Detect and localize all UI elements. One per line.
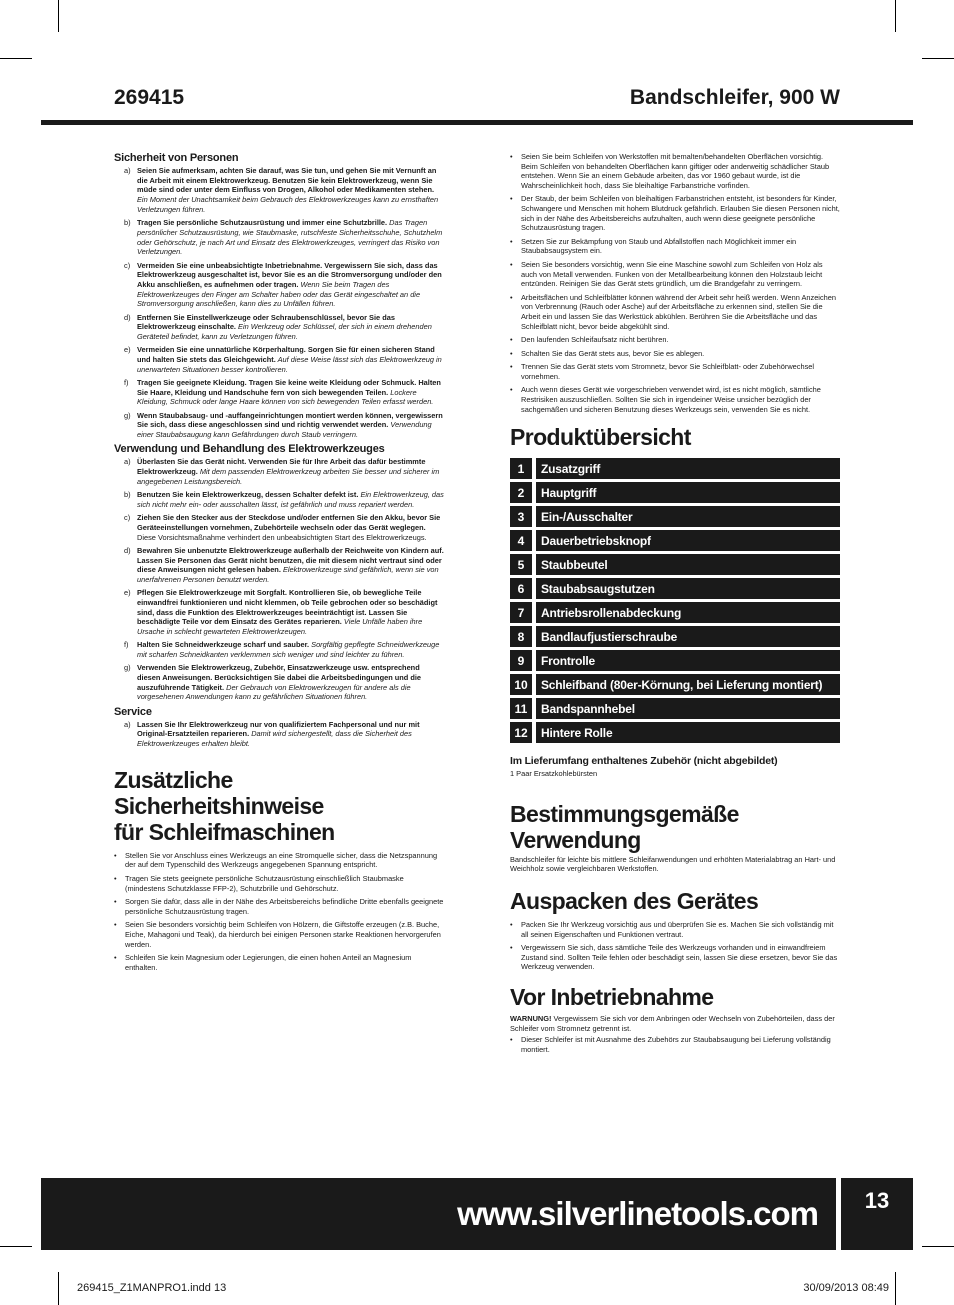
part-number: 8: [510, 626, 532, 647]
crop-mark: [922, 58, 954, 59]
commissioning-warning: [510, 1014, 840, 1033]
grinding-heading: [114, 767, 444, 845]
item-letter: a): [124, 166, 131, 175]
service-list: [114, 720, 444, 749]
part-label: Frontrolle: [536, 650, 840, 671]
part-label: Bandlaufjustierschraube: [536, 626, 840, 647]
item-bold-text: Tragen Sie persönliche Schutzausrüstung und immer eine Schutzbrille.: [137, 218, 388, 228]
item-bold-text: Überlasten Sie das Gerät nicht. Verwenden Sie für Ihre Arbeit das dafür bestimmte Elektrowerkzeug.: [137, 457, 426, 477]
bullet-item: • Schalten Sie das Gerät stets aus, bevor Sie es ablegen.: [510, 349, 840, 359]
part-row: [510, 722, 840, 743]
part-label: Dauerbetriebsknopf: [536, 530, 840, 551]
item-letter: f): [124, 640, 129, 650]
part-row: [510, 698, 840, 719]
grinding-heading-line2: für Schleifmaschinen: [114, 818, 335, 845]
part-label: Staubbeutel: [536, 554, 840, 575]
item-bold-text: Tragen Sie geeignete Kleidung. Tragen Sie keine weite Kleidung oder Schmuck. Halten Sie Haare, Kleidung und Handschuhe fern von sich bewegenden Teilen.: [137, 378, 441, 397]
commissioning-heading: Vor Inbetriebnahme: [510, 984, 714, 1010]
product-code: 269415: [114, 86, 185, 109]
part-label: Schleifband (80er-Körnung, bei Lieferung montiert): [536, 674, 840, 695]
item-bold-text: Entfernen Sie Einstellwerkzeuge oder Schraubenschlüssel, bevor Sie das Elektrowerkzeug einschalte.: [137, 312, 395, 332]
accessories-text: 1 Paar Ersatzkohlebürsten: [510, 769, 598, 779]
crop-mark: [58, 1272, 59, 1305]
warning-label: WARNUNG!: [510, 1014, 552, 1023]
bullet-item: • Setzen Sie zur Bekämpfung von Staub und Abfallstoffen nach Möglichkeit immer ein Staubabsaugsystem ein.: [510, 237, 840, 256]
crop-mark: [58, 0, 59, 32]
part-number: 7: [510, 602, 532, 623]
part-label: Bandspannhebel: [536, 698, 840, 719]
item-italic-text: Ein Werkzeug oder Schlüssel, der sich in einem drehenden Geräteteil befindet, kann zu Verletzungen führen.: [137, 322, 432, 342]
item-bold-text: Verwenden Sie Elektrowerkzeug, Zubehör, Einsatzwerkzeuge usw. entsprechend diesen Anweisungen. Berücksichtigen Sie dabei die Arbeitsbedingungen und die auszuführende Tätigkeit.: [137, 663, 422, 692]
item-italic-text: Auf diese Weise lässt sich das Elektrowerkzeug in unerwarteten Situationen besser kontrollieren.: [137, 355, 442, 374]
part-label: Staubabsaugstutzen: [536, 578, 840, 599]
part-label: Hintere Rolle: [536, 722, 840, 743]
section-title-tool-use: Verwendung und Behandlung des Elektrowerkzeuges: [114, 443, 385, 456]
product-title: Bandschleifer, 900 W: [629, 86, 840, 109]
website-link[interactable]: www.silverlinetools.com: [457, 1195, 818, 1232]
list-item: [114, 720, 444, 749]
list-item: [114, 166, 444, 215]
left-column: [114, 152, 444, 976]
item-bold-text: Halten Sie Schneidwerkzeuge scharf und sauber.: [137, 640, 310, 650]
section-title-service: Service: [114, 705, 152, 718]
item-letter: d): [124, 545, 131, 555]
item-plain-text: Diese Vorsichtsmaßnahme verhindert den unbeabsichtigten Start des Elektrowerkzeugs.: [137, 532, 427, 542]
item-italic-text: Wenn Sie beim Tragen des Elektrowerkzeuges den Finger am Schalter haben oder das Gerät eingeschaltet an die Stromversorgung anschließen, kann dies zu Unfällen führen.: [137, 279, 421, 309]
list-item: [114, 457, 444, 486]
part-number: 10: [510, 674, 532, 695]
bullet-item: • Den laufenden Schleifaufsatz nicht berühren.: [510, 335, 840, 345]
item-letter: c): [124, 513, 131, 523]
bullet-item: • Trennen Sie das Gerät stets vom Stromnetz, bevor Sie Schleifblatt- oder Zubehörwechsel vornehmen.: [510, 362, 840, 381]
list-item: [114, 663, 444, 702]
item-italic-text: Elektrowerkzeuge sind gefährlich, wenn sie von unerfahrenen Personen benutzt werden.: [137, 565, 439, 584]
item-letter: g): [124, 410, 131, 420]
list-item: [114, 345, 444, 374]
item-italic-text: Sorgfältig gepflegte Schneidwerkzeuge mit scharfen Schneidkanten verklemmen sich weniger und sind leichter zu führen.: [137, 640, 440, 660]
item-bold-text: Vermeiden Sie eine unnatürliche Körperhaltung. Sorgen Sie für einen sicheren Stand und halten Sie stets das Gleichgewicht.: [137, 345, 435, 365]
item-italic-text: Der Gebrauch von Elektrowerkzeugen für andere als die vorgesehenen Anwendungen kann zu gefährlichen Situationen führen.: [137, 682, 411, 702]
part-label: Hauptgriff: [536, 482, 840, 503]
item-italic-text: Ein Moment der Unachtsamkeit beim Gebrauch des Elektrowerkzeuges kann zu ernsthaften Verletzungen führen.: [137, 195, 439, 214]
intended-use-heading-line2: Verwendung: [510, 826, 641, 853]
bullet-item: • Auch wenn dieses Gerät wie vorgeschrieben verwendet wird, ist es nicht möglich, sämtliche Restrisiken auszuschließen. Sollten Sie sich in irgendeiner Weise unsicher bezüglich der sachgemäßen und sicheren Benutzung dieses Werkzeugs sein, verwenden Sie es nicht.: [510, 385, 840, 414]
item-italic-text: Damit wird sichergestellt, dass die Sicherheit des Elektrowerkzeuges erhalten bleibt.: [137, 729, 412, 749]
crop-mark: [0, 1246, 32, 1247]
item-letter: d): [124, 312, 131, 322]
item-letter: f): [124, 378, 129, 388]
part-number: 3: [510, 506, 532, 527]
item-letter: c): [124, 260, 131, 270]
sanding-bullets: [510, 152, 840, 414]
part-label: Zusatzgriff: [536, 458, 840, 479]
bullet-item: • Dieser Schleifer ist mit Ausnahme des Zubehörs zur Staubabsaugung bei Lieferung vollständig montiert.: [510, 1035, 840, 1054]
part-row: [510, 554, 840, 575]
part-row: [510, 602, 840, 623]
intended-use-heading-line1: Bestimmungsgemäße: [510, 800, 739, 827]
item-letter: e): [124, 345, 131, 355]
right-column: [510, 152, 840, 1058]
intended-use-heading: [510, 801, 840, 853]
part-number: 12: [510, 722, 532, 743]
item-italic-text: Viele Unfälle haben ihre Ursache in schlecht gewarteten Elektrowerkzeugen.: [137, 617, 423, 637]
part-number: 1: [510, 458, 532, 479]
item-bold-text: Seien Sie aufmerksam, achten Sie darauf, was Sie tun, und gehen Sie mit Vernunft an die Arbeit mit einem Elektrowerkzeug. Benutzen Sie kein Elektrowerkzeug, wenn Sie müde sind oder unter dem Einfluss von Drogen, Alkohol oder Medikamenten stehen.: [137, 166, 437, 195]
bullet-item: • Stellen Sie vor Anschluss eines Werkzeugs an eine Stromquelle sicher, dass die Netzspannung der auf dem Typenschild des Werkzeugs angegebenen Spannung entspricht.: [114, 851, 444, 870]
item-bold-text: Lassen Sie Ihr Elektrowerkzeug nur von qualifiziertem Fachpersonal und nur mit Original-Ersatzteilen reparieren.: [137, 719, 420, 739]
bullet-item: • Schleifen Sie kein Magnesium oder Legierungen, die einen hohen Anteil an Magnesium enthalten.: [114, 953, 444, 972]
crop-mark: [895, 0, 896, 32]
item-italic-text: Ein Elektrowerkzeug, das sich nicht mehr ein- oder ausschalten lässt, ist gefährlich und muss repariert werden.: [137, 490, 444, 509]
date-slug: 30/09/2013 08:49: [803, 1282, 889, 1294]
personal-safety-list: [114, 166, 444, 440]
page-number: 13: [864, 1188, 890, 1213]
commissioning-bullets: [510, 1035, 840, 1054]
unpacking-bullets: [510, 920, 840, 972]
crop-mark: [922, 1246, 954, 1247]
part-number: 5: [510, 554, 532, 575]
list-item: [114, 490, 444, 509]
list-item: [114, 640, 444, 659]
list-item: [114, 218, 444, 257]
warning-text: Vergewissern Sie sich vor dem Anbringen oder Wechseln von Zubehörteilen, dass der Schleifer vom Stromnetz getrennt ist.: [510, 1014, 835, 1033]
item-italic-text: Verwendung einer Staubabsaugung kann Gefährdungen durch Staub verringern.: [137, 420, 432, 440]
part-number: 2: [510, 482, 532, 503]
tool-use-list: [114, 457, 444, 702]
grinding-bullets: [114, 851, 444, 973]
bullet-item: • Tragen Sie stets geeignete persönliche Schutzausrüstung einschließlich Staubmaske (mindestens Schutzklasse FFP-2), Schutzbrille und Gehörschutz.: [114, 874, 444, 893]
item-bold-text: Benutzen Sie kein Elektrowerkzeug, dessen Schalter defekt ist.: [137, 490, 359, 500]
item-bold-text: Bewahren Sie unbenutzte Elektrowerkzeuge außerhalb der Reichweite von Kindern auf. Lassen Sie Personen das Gerät nicht benutzen, die mit diesem nicht vertraut sind oder diese Anweisungen nicht gelesen haben.: [137, 545, 444, 575]
file-slug: 269415_Z1MANPRO1.indd 13: [77, 1282, 227, 1294]
part-label: Antriebsrollenabdeckung: [536, 602, 840, 623]
part-number: 11: [510, 698, 532, 719]
part-label: Ein-/Ausschalter: [536, 506, 840, 527]
overview-heading: Produktübersicht: [510, 424, 691, 451]
item-letter: g): [124, 663, 131, 673]
item-letter: a): [124, 457, 131, 467]
part-row: [510, 458, 840, 479]
item-bold-text: Vermeiden Sie eine unbeabsichtigte Inbetriebnahme. Vergewissern Sie sich, dass das Elektrowerkzeug ausgeschaltet ist, bevor Sie es an die Stromversorgung und/oder den Akku anschließen, es aufnehmen oder tragen.: [137, 260, 442, 289]
part-row: [510, 482, 840, 503]
list-item: [114, 378, 444, 407]
list-item: [114, 313, 444, 342]
bullet-item: • Seien Sie beim Schleifen von Werkstoffen mit bemalten/behandelten Oberflächen vorsichtig. Beim Schleifen von behandelten Oberflächen kann giftiger oder anderweitig schädlicher Staub entstehen. Wenn Sie an einem Gebäude arbeiten, das vor 1960 gebaut wurde, ist die Wahrscheinlichkeit hoch, dass Sie bleihaltige Farbanstriche vorfinden.: [510, 152, 840, 190]
item-italic-text: Lockere Kleidung, Schmuck oder lange Haare können von sich bewegenden Teilen erfasst werden.: [137, 387, 434, 407]
part-row: [510, 578, 840, 599]
item-letter: e): [124, 588, 131, 598]
part-row: [510, 674, 840, 695]
list-item: [114, 588, 444, 637]
bullet-item: • Seien Sie besonders vorsichtig beim Schleifen von Hölzern, die Giftstoffe erzeugen (z.B. Buche, Eiche, Mahagoni und Teak), da hierdurch bei einigen Personen starke Reaktionen hervorgerufen werden.: [114, 920, 444, 949]
part-number: 6: [510, 578, 532, 599]
item-bold-text: Ziehen Sie den Stecker aus der Steckdose und/oder entfernen Sie den Akku, bevor Sie Geräteeinstellungen vornehmen, Zubehörteile wechseln oder das Gerät weglegen.: [137, 513, 441, 532]
unpacking-heading: Auspacken des Gerätes: [510, 888, 759, 915]
grinding-heading-line1: Zusätzliche Sicherheitshinweise: [114, 766, 324, 819]
item-letter: b): [124, 490, 131, 500]
bullet-item: • Packen Sie Ihr Werkzeug vorsichtig aus und überprüfen Sie es. Machen Sie sich vollständig mit all seinen Eigenschaften und Funktionen vertraut.: [510, 920, 840, 939]
bullet-item: • Arbeitsflächen und Schleifblätter können während der Arbeit sehr heiß werden. Wenn Anzeichen von Verbrennung (Rauch oder Asche) auf der Arbeitsfläche zu erkennen sind, stellen Sie die Arbeit ein und lassen Sie das Werkstück abkühlen. Berühren Sie die Arbeitsfläche und das Schleifblatt nicht, bevor beide abgekühlt sind.: [510, 293, 840, 331]
page-number-box: [841, 1178, 913, 1250]
bullet-item: • Vergewissern Sie sich, dass sämtliche Teile des Werkzeugs vorhanden und in einwandfreiem Zustand sind. Sollten Teile fehlen oder beschädigt sein, lassen Sie diese ersetzen, bevor Sie das Werkzeug verwenden.: [510, 943, 840, 972]
item-letter: b): [124, 218, 131, 228]
part-row: [510, 650, 840, 671]
section-title-personal-safety: Sicherheit von Personen: [114, 152, 239, 164]
bullet-item: • Der Staub, der beim Schleifen von bleihaltigen Farbanstrichen entsteht, ist besonders für Kinder, Schwangere und Menschen mit hohem Blutdruck gefährlich. Erlauben Sie diesen Personen nicht, sich in der Nähe des Arbeitsbereichs aufzuhalten, auch wenn diese geeignete persönliche Schutzausrüstung tragen.: [510, 194, 840, 232]
crop-mark: [895, 1272, 896, 1305]
part-row: [510, 626, 840, 647]
item-italic-text: Das Tragen persönlicher Schutzausrüstung, wie Staubmaske, rutschfeste Sicherheitsschuhe, Schutzhelm oder Gehörschutz, je nach Art und Einsatz des Elektrowerkzeuges, verringert das Risiko von Verletzungen.: [137, 218, 443, 257]
footer-bar: [41, 1178, 836, 1250]
list-item: [114, 546, 444, 585]
bullet-item: • Seien Sie besonders vorsichtig, wenn Sie eine Maschine sowohl zum Schleifen von Holz als auch von Metall verwenden. Funken von der Metallbearbeitung können den Holzstaub leicht entzünden. Reinigen Sie das Gerät stets gründlich, um die Brandgefahr zu verringern.: [510, 260, 840, 289]
part-row: [510, 530, 840, 551]
list-item: [114, 261, 444, 310]
item-bold-text: Wenn Staubabsaug- und -auffangeinrichtungen montiert werden können, vergewissern Sie sich, dass diese angeschlossen sind und richtig verwendet werden.: [137, 410, 443, 430]
list-item: [114, 411, 444, 440]
item-bold-text: Pflegen Sie Elektrowerkzeuge mit Sorgfalt. Kontrollieren Sie, ob bewegliche Teile einwandfrei funktionieren und nicht klemmen, ob Teile gebrochen oder so beschädigt sind, dass die Funktion des Elektrowerkzeuges beeinträchtigt ist. Lassen Sie beschädigte Teile vor dem Einsatz des Gerätes reparieren.: [137, 588, 438, 627]
list-item: [114, 513, 444, 542]
item-italic-text: Mit dem passenden Elektrowerkzeug arbeiten Sie besser und sicherer im angegebenen Leistungsbereich.: [137, 467, 440, 486]
parts-table: [510, 458, 840, 743]
part-number: 9: [510, 650, 532, 671]
accessories-title: Im Lieferumfang enthaltenes Zubehör (nicht abgebildet): [510, 755, 778, 768]
part-number: 4: [510, 530, 532, 551]
header-rule: [41, 120, 913, 125]
intended-use-text: Bandschleifer für leichte bis mittlere Schleifanwendungen und erhöhten Materialabtrag an Hart- und Weichholz sowie vergleichbaren Werkstoffen.: [510, 854, 836, 874]
crop-mark: [0, 58, 32, 59]
part-row: [510, 506, 840, 527]
bullet-item: • Sorgen Sie dafür, dass alle in der Nähe des Arbeitsbereichs befindliche Dritte ebenfalls geeignete persönliche Schutzausrüstung tragen.: [114, 897, 444, 916]
item-letter: a): [124, 719, 131, 729]
